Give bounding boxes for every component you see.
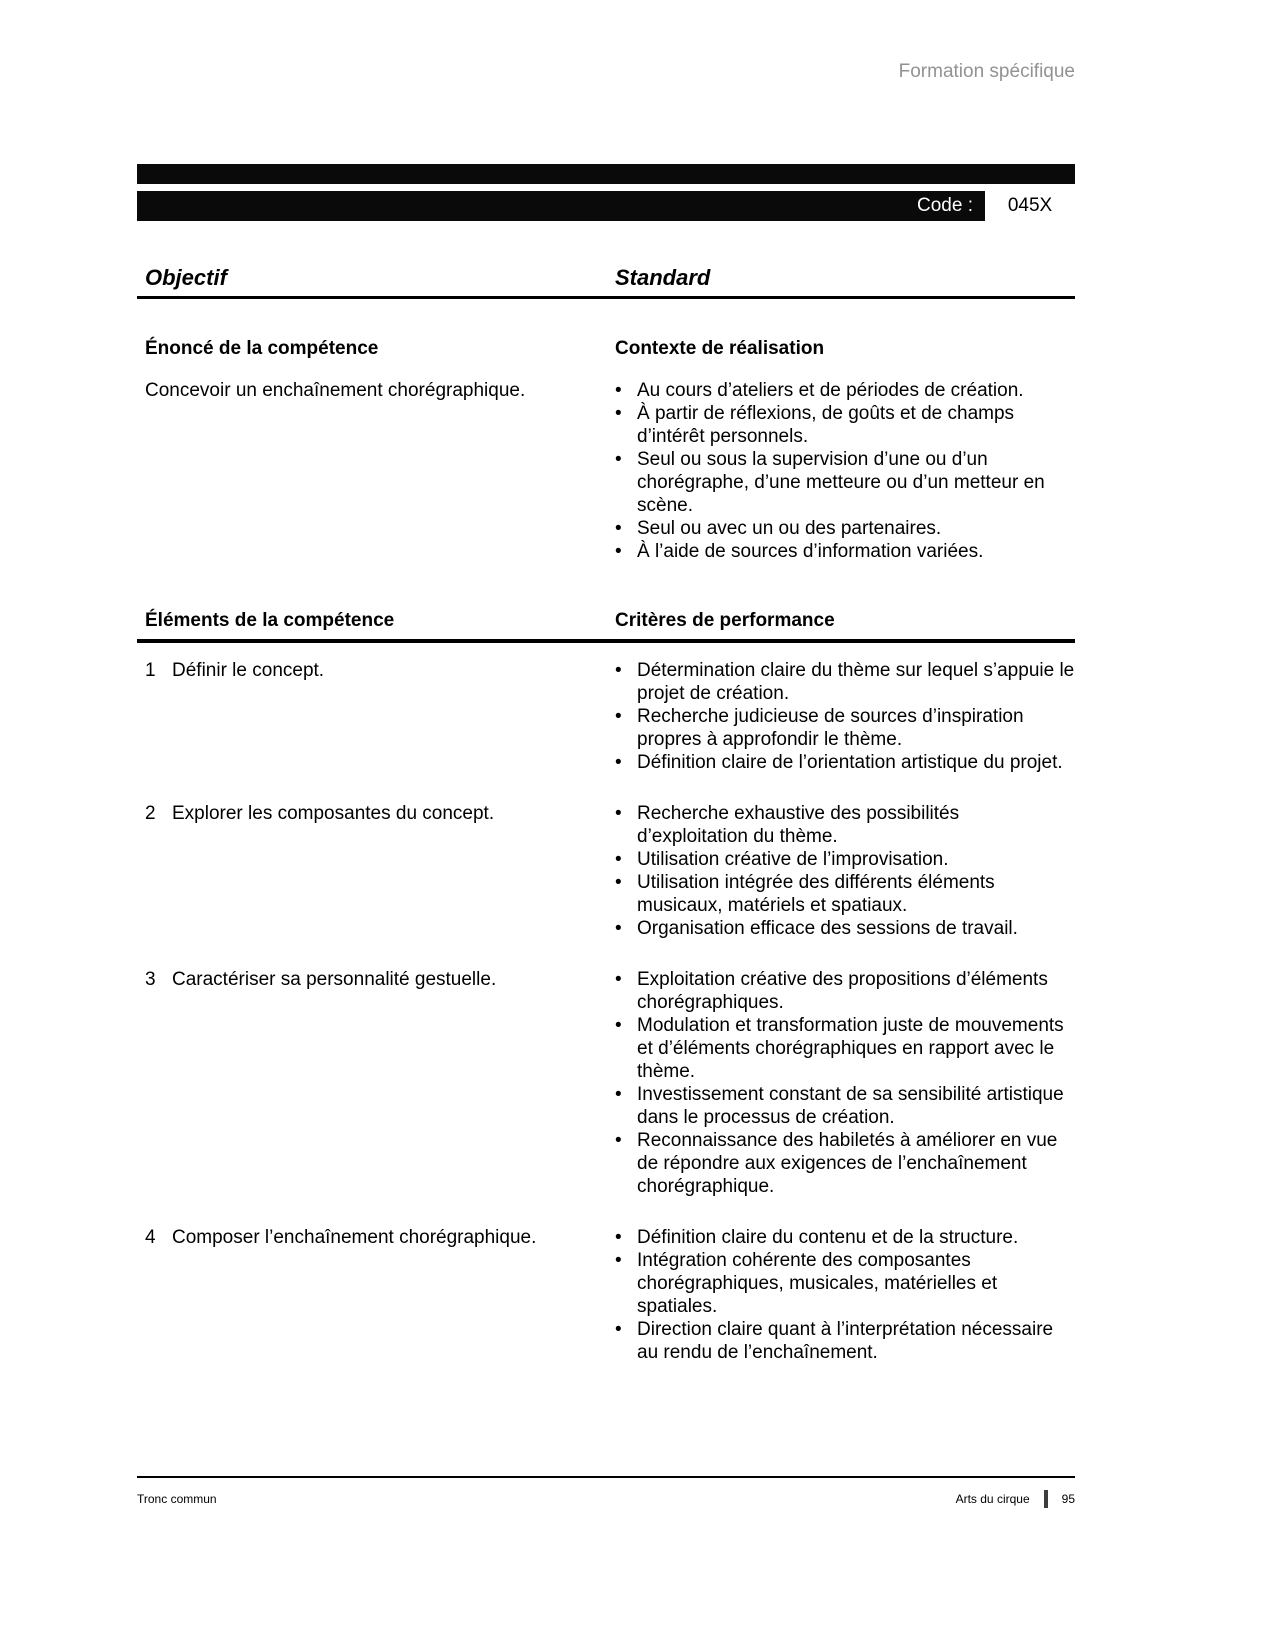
contexte-heading: Contexte de réalisation: [615, 338, 825, 359]
bullet-text: Exploitation créative des propositions d’éléments chorégraphiques.: [637, 969, 1048, 1013]
list-item: [615, 705, 1075, 751]
list-item: [615, 871, 1075, 917]
table-row: [137, 659, 1075, 774]
bullet-icon: •: [615, 918, 622, 939]
page-number: 95: [1061, 1492, 1075, 1506]
bullet-icon: •: [615, 872, 622, 893]
criteria-cell: [615, 802, 1075, 940]
bullet-text: Intégration cohérente des composantes chorégraphiques, musicales, matérielles et spatiales.: [637, 1250, 998, 1317]
code-value-box: [985, 191, 1075, 221]
element-number: 1: [145, 660, 156, 681]
bullet-icon: •: [615, 449, 622, 470]
list-item: [615, 402, 1075, 448]
bullet-icon: •: [615, 1130, 622, 1151]
code-bar-bottom-strip: [137, 191, 1075, 221]
bullet-icon: •: [615, 803, 622, 824]
enonce-cell: [137, 337, 615, 563]
bullet-icon: •: [615, 1084, 622, 1105]
bullet-text: Reconnaissance des habiletés à améliorer en vue de répondre aux exigences de l’enchaînement chorégraphique.: [637, 1130, 1058, 1197]
enonce-text: Concevoir un enchaînement chorégraphique.: [145, 380, 526, 401]
list-item: [615, 1318, 1075, 1364]
bullet-icon: •: [615, 1250, 622, 1271]
element-item: [145, 1226, 575, 1249]
bullet-text: Direction claire quant à l’interprétation nécessaire au rendu de l’enchaînement.: [637, 1319, 1054, 1363]
list-item: [615, 802, 1075, 848]
criteria-cell: [615, 659, 1075, 774]
bullet-icon: •: [615, 849, 622, 870]
list-item: [615, 848, 1075, 871]
bullet-text: Seul ou sous la supervision d’une ou d’un chorégraphe, d’une metteure ou d’un metteur en scène.: [637, 449, 1045, 516]
element-number: 2: [145, 803, 156, 824]
criteria-cell: [615, 1226, 1075, 1364]
bullet-text: Recherche judicieuse de sources d’inspiration propres à approfondir le thème.: [637, 706, 1024, 750]
element-item: [145, 968, 575, 991]
elements-heading: Éléments de la compétence: [145, 610, 395, 631]
list-item: [615, 659, 1075, 705]
element-item: [145, 802, 575, 825]
bullet-icon: •: [615, 1319, 622, 1340]
footer-left-text: Tronc commun: [137, 1492, 217, 1506]
list-item: [615, 1226, 1075, 1249]
bullet-text: Utilisation intégrée des différents éléments musicaux, matériels et spatiaux.: [637, 872, 995, 916]
element-number: 4: [145, 1227, 156, 1248]
list-item: [615, 968, 1075, 1014]
element-text: Composer l’enchaînement chorégraphique.: [172, 1227, 537, 1248]
list-item: [615, 1014, 1075, 1083]
enonce-heading: Énoncé de la compétence: [145, 338, 379, 359]
element-text: Caractériser sa personnalité gestuelle.: [172, 969, 497, 990]
bullet-text: À partir de réflexions, de goûts et de champs d’intérêt personnels.: [637, 403, 1015, 447]
column-titles: [137, 266, 1075, 290]
footer-row: [137, 1490, 1075, 1508]
code-bar: [137, 164, 1075, 221]
bullet-text: Définition claire de l’orientation artistique du projet.: [637, 752, 1063, 773]
contexte-bullet-list: [615, 379, 1075, 563]
bullet-text: Détermination claire du thème sur lequel s’appuie le projet de création.: [637, 660, 1075, 704]
bullet-text: Seul ou avec un ou des partenaires.: [637, 518, 942, 539]
title-rule: [137, 296, 1075, 299]
footer-right-text: Arts du cirque: [955, 1492, 1030, 1506]
criteria-cell: [615, 968, 1075, 1198]
section2-rows: [137, 659, 1075, 1364]
criteres-heading: Critères de performance: [615, 610, 835, 631]
list-item: [615, 751, 1075, 774]
section-enonce-contexte: [137, 337, 1075, 563]
list-item: [615, 1129, 1075, 1198]
bullet-icon: •: [615, 1227, 622, 1248]
footer-separator: [1044, 1490, 1048, 1508]
code-bar-divider: [137, 184, 1075, 191]
table-row: [137, 968, 1075, 1198]
element-cell: [137, 659, 615, 774]
bullet-text: Utilisation créative de l’improvisation.: [637, 849, 949, 870]
bullet-icon: •: [615, 706, 622, 727]
bullet-icon: •: [615, 518, 622, 539]
column-title-standard: Standard: [615, 265, 711, 290]
footer-rule: [137, 1476, 1075, 1478]
page-footer: [137, 1476, 1075, 1508]
bullet-icon: •: [615, 752, 622, 773]
element-cell: [137, 802, 615, 940]
bullet-text: À l’aide de sources d’information variées.: [637, 541, 984, 562]
bullet-icon: •: [615, 660, 622, 681]
list-item: [615, 1249, 1075, 1318]
bullet-icon: •: [615, 1015, 622, 1036]
element-item: [145, 659, 575, 682]
bullet-icon: •: [615, 380, 622, 401]
code-value: 045X: [1007, 195, 1053, 216]
bullet-text: Modulation et transformation juste de mouvements et d’éléments chorégraphiques en rapport avec le thème.: [637, 1015, 1064, 1082]
contexte-cell: [615, 337, 1075, 563]
bullet-text: Investissement constant de sa sensibilité artistique dans le processus de création.: [637, 1084, 1064, 1128]
code-bar-top-strip: [137, 164, 1075, 184]
bullet-icon: •: [615, 541, 622, 562]
list-item: [615, 379, 1075, 402]
list-item: [615, 540, 1075, 563]
bullet-text: Au cours d’ateliers et de périodes de création.: [637, 380, 1024, 401]
section2-headings: [137, 609, 1075, 633]
element-text: Explorer les composantes du concept.: [172, 803, 495, 824]
bullet-text: Organisation efficace des sessions de travail.: [637, 918, 1018, 939]
running-head: Formation spécifique: [898, 61, 1075, 82]
list-item: [615, 917, 1075, 940]
list-item: [615, 448, 1075, 517]
table-row: [137, 802, 1075, 940]
element-cell: [137, 1226, 615, 1364]
list-item: [615, 517, 1075, 540]
bullet-text: Recherche exhaustive des possibilités d’exploitation du thème.: [637, 803, 960, 847]
code-label: Code :: [917, 195, 973, 216]
bullet-icon: •: [615, 403, 622, 424]
footer-right-group: [956, 1490, 1075, 1508]
table-row: [137, 1226, 1075, 1364]
element-text: Définir le concept.: [172, 660, 325, 681]
section-elements-criteres: [137, 609, 1075, 1364]
element-number: 3: [145, 969, 156, 990]
list-item: [615, 1083, 1075, 1129]
element-cell: [137, 968, 615, 1198]
bullet-text: Définition claire du contenu et de la structure.: [637, 1227, 1019, 1248]
bullet-icon: •: [615, 969, 622, 990]
section2-rule: [137, 639, 1075, 643]
column-title-objectif: Objectif: [145, 265, 227, 290]
